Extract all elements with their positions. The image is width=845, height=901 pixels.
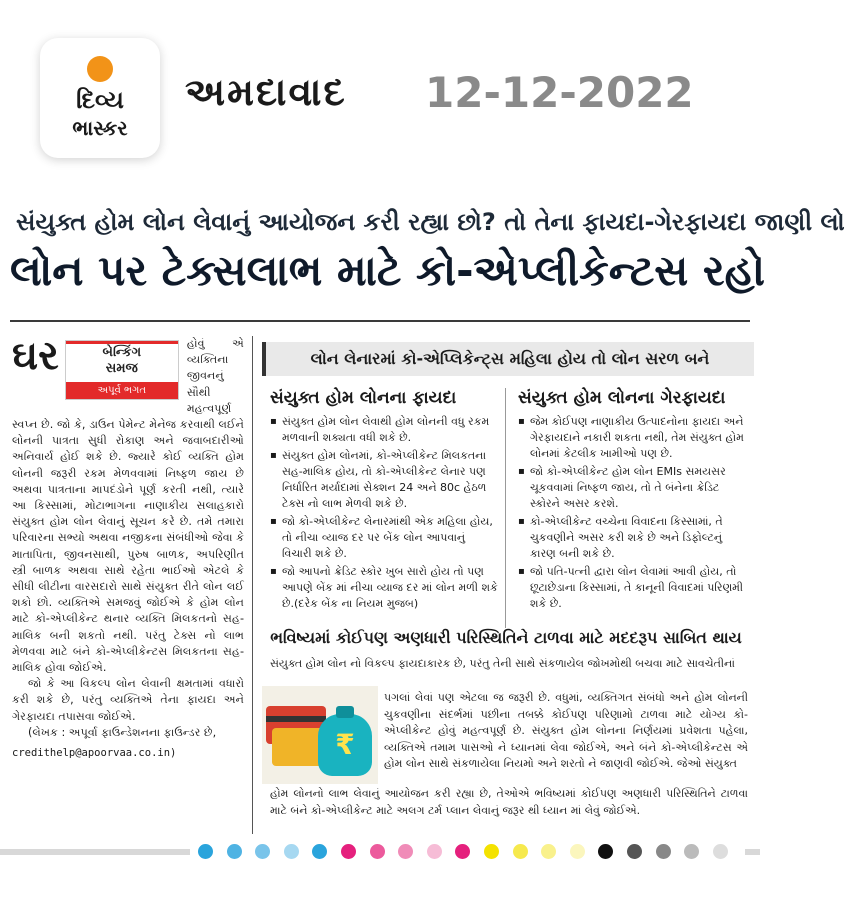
strip-bar-left	[0, 849, 190, 855]
rupee-icon: ₹	[335, 728, 355, 761]
divya-bhaskar-logo	[40, 38, 160, 158]
logo-line2: ભાસ્કર	[72, 116, 128, 140]
color-dot	[341, 844, 356, 859]
list-item: ▪ જો કો-એપ્લીકેન્ટ હોમ લોન EMIs સમયસર ચૂકવવામાં નિષ્ફળ જાય, તો તે બંનેના ક્રેડિટ સ્કોરને અસર કરશે.	[518, 464, 750, 512]
badge-line2: સમજ	[105, 361, 138, 376]
section-banner: લોન લેનારમાં કો-એપ્લિકેન્ટ્સ મહિલા હોય તો લોન સરળ બને	[262, 342, 754, 376]
logo-sun-icon	[87, 56, 113, 82]
color-dot	[656, 844, 671, 859]
section2-paragraph-middle: પગલાં લેવાં પણ એટલા જ જરૂરી છે. વધુમાં, વ્યક્તિગત સંબંધો અને હોમ લોનની ચુકવણીના સંદર્ભમાં પછીના તબક્કે કોઈપણ પરિણામો ટાળવા માટે યોગ્ય કો-એપ્લીકેન્ટ હોવું મહત્વપૂર્ણ છે. સંયુક્ત હોમ લોનના નિર્ણયમાં પ્રવેશતા પહેલા, વ્યક્તિએ તમામ પાસઓ ને ધ્યાનમાં લેવા જોઈએ, અને બંને કો-એપ્લીકેન્ટસ એ હોમ લોન સાથે સંકળાયેલા નિયમો અને શરતો ને જાણવી જોઈએ. જેઓ સંયુક્ત	[384, 691, 748, 770]
logo-line1: દિવ્ય	[76, 86, 124, 114]
list-item: ▪ સંયુક્ત હોમ લોનમાં, કો-એપ્લીકેન્ટ મિલકતના સહ-માલિક હોય, તો કો-એપ્લીકેન્ટ લેનાર પણ નિર્ધારિત મર્યાદામાં સેક્શન 24 અને 80c હેઠળ ટેક્સ નો લાભ મેળવી શકે છે.	[270, 448, 498, 512]
color-dot	[455, 844, 470, 859]
left-column	[12, 333, 244, 761]
color-dot	[713, 844, 728, 859]
list-item: ▪ જો કો-એપ્લીકેન્ટ લેનારમાંથી એક મહિલા હોય, તો નીચા વ્યાજ દર પર બેંક લોન આપવાનું વિચારી શકે છે.	[270, 514, 498, 562]
color-dot	[198, 844, 213, 859]
section2-paragraph-bottom: હોમ લોનનો લાભ લેવાનું આયોજન કરી રહ્યા છે, તેઓએ ભવિષ્યમાં કોઈપણ અણધારી પરિસ્થિતિને ટાળવા માટે બંને કો-એપ્લીકેન્ટ માટે અલગ ટર્મ પ્લાન લેવાનું જરૂર થી ધ્યાન માં લેવું જોઈએ.	[270, 787, 748, 817]
article-kicker: સંયુક્ત હોમ લોન લેવાનું આયોજન કરી રહ્યા છો? તો તેના ફાયદા-ગેરફાયદા જાણી લો	[16, 208, 845, 236]
color-dot	[484, 844, 499, 859]
list-item: ▪ જેમ કોઈપણ નાણાકીય ઉત્પાદનોના ફાયદા અને ગેરફાયદાને નકારી શકતા નથી, તેમ સંયુક્ત હોમ લોનમાં કેટલીક ખામીઓ પણ છે.	[518, 414, 750, 462]
headline-rule	[10, 320, 750, 322]
list-item: ▪ કો-એપ્લીકેન્ટ વચ્ચેના વિવાદના કિસ્સામાં, તે ચુકવણીને અસર કરી શકે છે અને ડિફોલ્ટનું કારણ બની શકે છે.	[518, 514, 750, 562]
author-note: (લેખક : અપૂર્વા ફાઉન્ડેશનના ફાઉન્ડર છે,	[28, 725, 217, 739]
color-dot	[427, 844, 442, 859]
drawbacks-title: સંયુક્ત હોમ લોનના ગેરફાયદા	[518, 388, 726, 408]
color-calibration-strip	[0, 840, 760, 864]
color-dot	[227, 844, 242, 859]
list-item: ▪ જો પતિ-પત્ની દ્વારા લોન લેવામાં આવી હોય, તો છૂટાછેડાના કિસ્સામાં, તે કાનૂની વિવાદમાં પરિણમી શકે છે.	[518, 564, 750, 612]
list-item: ▪ જો આપનો ક્રેડિટ સ્કોર ખુબ સારો હોય તો પણ આપણે બેંક માં નીચા વ્યાજ દર માં લોન મળી શકે છે.(દરેક બેંક ના નિયમ મુજબ)	[270, 564, 498, 612]
banking-samaj-column-badge	[65, 340, 179, 400]
edition-city: અમદાવાદ	[185, 70, 347, 114]
badge-author: અપૂર્વ ભગત	[66, 382, 178, 399]
list-item: ▪ સંયુક્ત હોમ લોન લેવાથી હોમ લોનની વધુ રકમ મળવાની શક્યતા વધી શકે છે.	[270, 414, 498, 446]
color-dot	[255, 844, 270, 859]
benefits-list	[270, 414, 498, 614]
drop-cap: ઘર	[12, 333, 59, 379]
article-headline: લોન પર ટેક્સલાભ માટે કો-એપ્લીકેન્ટસ રહો	[10, 246, 765, 295]
color-dot	[312, 844, 327, 859]
edition-date: 12-12-2022	[425, 68, 694, 117]
author-email: credithelp@apoorvaa.co.in)	[12, 747, 177, 760]
left-paragraph-2: જો કે આ વિકલ્પ લોન લેવાની ક્ષમતામાં વધારો કરી શકે છે, પરંતુ વ્યક્તિએ તેના ફાયદા અને ગેરફાયદા તપાસવા જોઈએ.	[12, 677, 244, 723]
column-divider	[252, 336, 253, 834]
color-dot	[284, 844, 299, 859]
section2-paragraph-top: સંયુક્ત હોમ લોન નો વિકલ્પ ફાયદાકારક છે, પરંતુ તેની સાથે સંકળાયેલ જોખમોથી બચવા માટે સાવચેતીનાં	[270, 657, 735, 670]
drawbacks-list	[518, 414, 750, 614]
badge-line1: બેન્કિંગ	[102, 345, 142, 360]
color-dot	[398, 844, 413, 859]
left-paragraph-1: હોવું એ વ્યક્તિના જીવનનું સૌથી મહત્વપૂર્ણ સ્વપ્ન છે. જો કે, ડાઉન પેમેન્ટ મેનેજ કરવાથી લઈને લોનની પાત્રતા સુધી રોકાણ અને જવાબદારીઓ અનિવાર્ય હોઈ શકે છે. જ્યારે કોઈ વ્યક્તિ હોમ લોનની જરૂરી રકમ મેળવવામાં નિષ્ફળ જાય છે અથવા પાત્રતાના માપદંડોને પૂર્ણ કરતી નથી, ત્યારે આ કિસ્સામાં, મોટાભાગના નાણાકીય સલાહકારો સંયુક્ત હોમ લોન લેવાનું સૂચન કરે છે. તમે તમારા પરિવારના સભ્યો અથવા નજીકના સંબંધીઓ જેવા કે માતાપિતા, જીવનસાથી, પુરુષ બાળક, અપરિણીત સ્ત્રી બાળક અથવા સાથે રહેતા ભાઈઓ એટલે કે સીધી લીટીના વારસદારો સાથે સંયુક્ત રીતે લોન લઈ શકો છો. વ્યક્તિએ સમજવું જોઈએ કે હોમ લોન માટે કો-એપ્લીકેન્ટ થનાર વ્યક્તિ મિલકતનો સહ-માલિક બની શકતો નથી. પરંતુ ટેક્સ નો લાભ મેળવવા માટે બંને કો-એપ્લીકેન્ટસ મિલકતના સહ-માલિક હોવા જોઈએ.	[12, 337, 244, 675]
color-dot	[513, 844, 528, 859]
color-dot	[541, 844, 556, 859]
color-dot	[627, 844, 642, 859]
benefits-title: સંયુક્ત હોમ લોનના ફાયદા	[270, 388, 457, 408]
color-dot	[684, 844, 699, 859]
money-bag-icon	[318, 714, 372, 776]
subcolumn-divider	[505, 388, 506, 628]
color-dot	[570, 844, 585, 859]
color-dot	[370, 844, 385, 859]
strip-bar-right	[745, 849, 760, 855]
money-bag-illustration	[262, 686, 378, 784]
color-dot	[598, 844, 613, 859]
section2-title: ભવિષ્યમાં કોઈપણ અણધારી પરિસ્થિતિને ટાળવા માટે મદદરૂપ સાબિત થાય	[270, 628, 742, 647]
